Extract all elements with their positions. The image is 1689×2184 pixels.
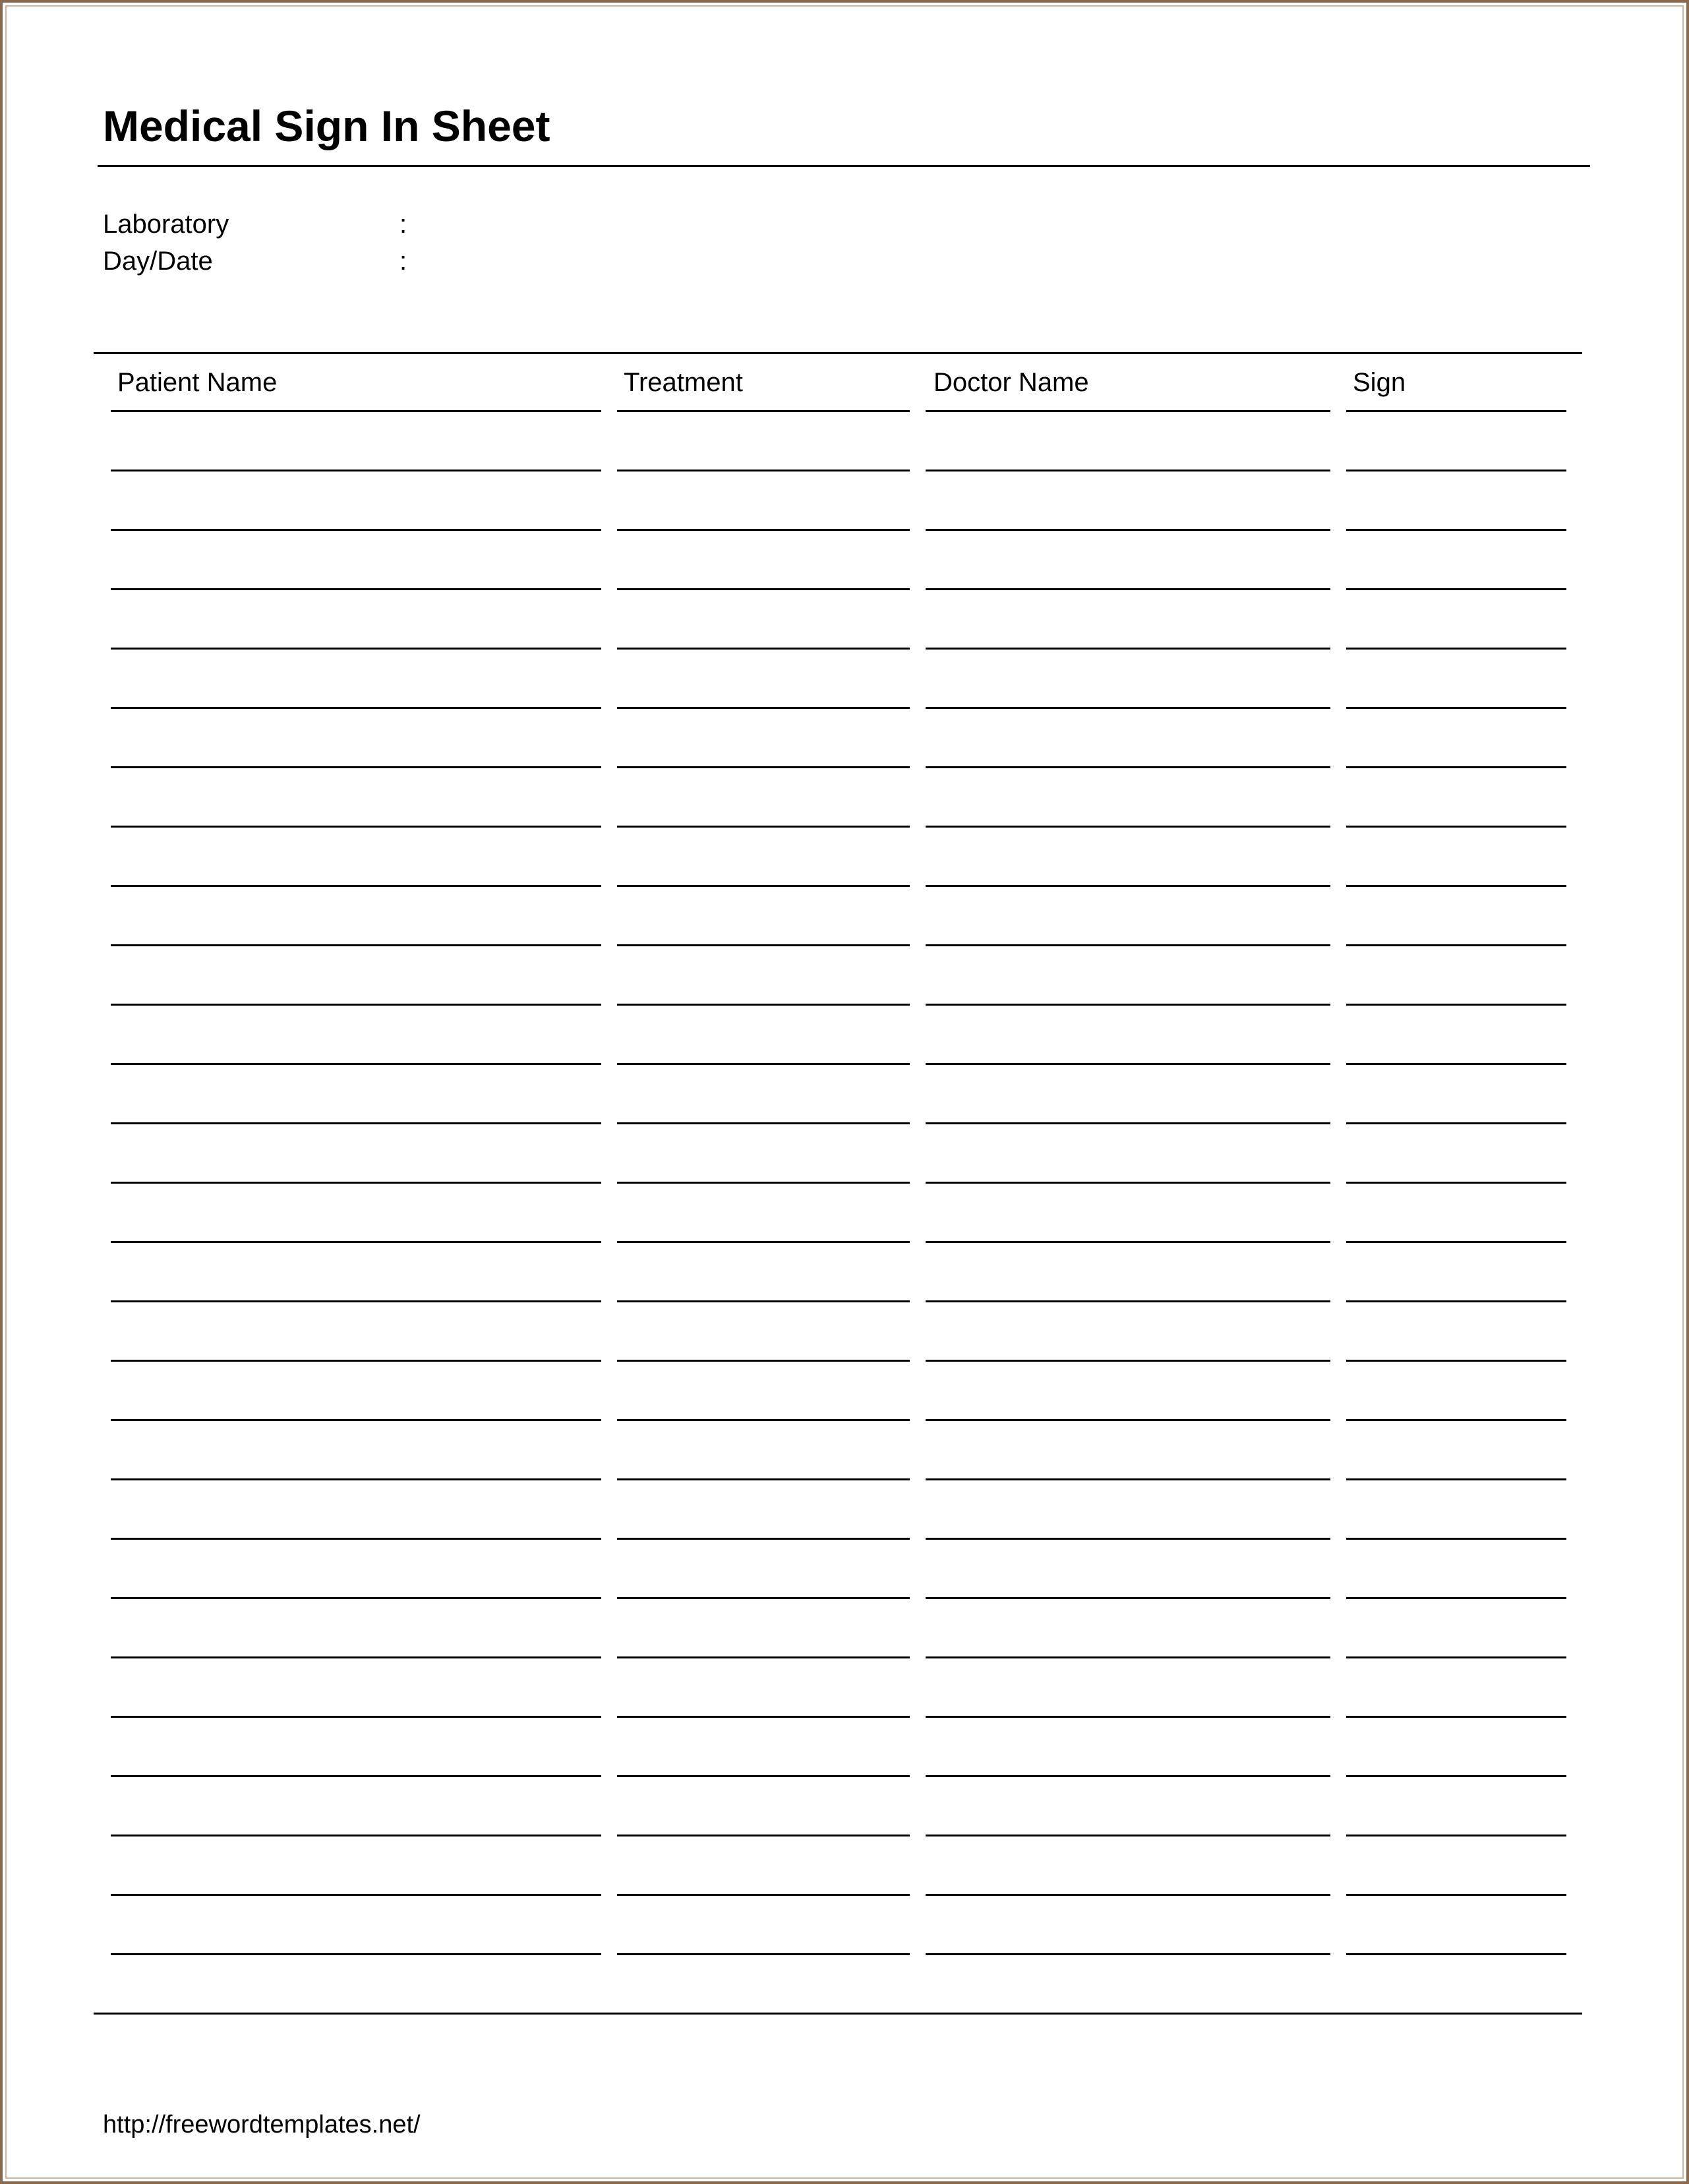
entry-line-treatment[interactable] [617, 470, 910, 471]
entry-line-patient-name[interactable] [111, 1063, 601, 1065]
entry-line-patient-name[interactable] [111, 1182, 601, 1184]
entry-line-doctor-name[interactable] [926, 1597, 1330, 1599]
entry-line-sign[interactable] [1346, 648, 1566, 650]
header-underline-patient-name [111, 410, 601, 412]
entry-line-patient-name[interactable] [111, 1835, 601, 1836]
entry-line-sign[interactable] [1346, 529, 1566, 531]
entry-line-patient-name[interactable] [111, 826, 601, 828]
entry-line-doctor-name[interactable] [926, 1478, 1330, 1480]
header-sign: Sign [1353, 368, 1406, 397]
entry-line-doctor-name[interactable] [926, 826, 1330, 828]
entry-line-treatment[interactable] [617, 1360, 910, 1362]
entry-line-doctor-name[interactable] [926, 707, 1330, 709]
laboratory-label: Laboratory [103, 210, 229, 239]
entry-line-sign[interactable] [1346, 1597, 1566, 1599]
entry-line-patient-name[interactable] [111, 529, 601, 531]
entry-line-doctor-name[interactable] [926, 1894, 1330, 1896]
entry-line-doctor-name[interactable] [926, 1241, 1330, 1243]
day-date-label: Day/Date [103, 247, 213, 276]
entry-line-patient-name[interactable] [111, 885, 601, 887]
entry-line-treatment[interactable] [617, 1182, 910, 1184]
header-underline-treatment [617, 410, 910, 412]
entry-line-doctor-name[interactable] [926, 588, 1330, 590]
entry-line-treatment[interactable] [617, 588, 910, 590]
entry-line-sign[interactable] [1346, 944, 1566, 946]
entry-line-treatment[interactable] [617, 648, 910, 650]
entry-line-sign[interactable] [1346, 1775, 1566, 1777]
entry-line-doctor-name[interactable] [926, 1953, 1330, 1955]
header-patient-name: Patient Name [117, 368, 278, 397]
entry-line-doctor-name[interactable] [926, 944, 1330, 946]
entry-line-patient-name[interactable] [111, 1300, 601, 1302]
header-underline-sign [1346, 410, 1566, 412]
entry-line-sign[interactable] [1346, 707, 1566, 709]
page-frame-inner [5, 5, 1684, 2179]
entry-line-patient-name[interactable] [111, 1122, 601, 1124]
entry-line-patient-name[interactable] [111, 1241, 601, 1243]
header-treatment: Treatment [624, 368, 743, 397]
entry-line-patient-name[interactable] [111, 1656, 601, 1658]
entry-line-sign[interactable] [1346, 470, 1566, 471]
entry-line-doctor-name[interactable] [926, 1419, 1330, 1421]
entry-line-treatment[interactable] [617, 1538, 910, 1540]
entry-line-sign[interactable] [1346, 1419, 1566, 1421]
page-title: Medical Sign In Sheet [103, 102, 550, 150]
entry-line-patient-name[interactable] [111, 588, 601, 590]
entry-line-patient-name[interactable] [111, 766, 601, 768]
entry-line-doctor-name[interactable] [926, 1182, 1330, 1184]
entry-line-doctor-name[interactable] [926, 1538, 1330, 1540]
entry-line-treatment[interactable] [617, 1775, 910, 1777]
entry-line-treatment[interactable] [617, 1063, 910, 1065]
entry-line-treatment[interactable] [617, 885, 910, 887]
entry-line-sign[interactable] [1346, 1953, 1566, 1955]
entry-line-treatment[interactable] [617, 1656, 910, 1658]
entry-line-treatment[interactable] [617, 1004, 910, 1006]
entry-line-sign[interactable] [1346, 588, 1566, 590]
entry-line-treatment[interactable] [617, 1241, 910, 1243]
entry-line-doctor-name[interactable] [926, 470, 1330, 471]
entry-line-sign[interactable] [1346, 1004, 1566, 1006]
entry-line-sign[interactable] [1346, 885, 1566, 887]
entry-line-treatment[interactable] [617, 1894, 910, 1896]
entry-line-patient-name[interactable] [111, 707, 601, 709]
entry-line-doctor-name[interactable] [926, 1004, 1330, 1006]
entry-line-sign[interactable] [1346, 1656, 1566, 1658]
entry-line-sign[interactable] [1346, 1538, 1566, 1540]
entry-line-doctor-name[interactable] [926, 1716, 1330, 1718]
entry-line-treatment[interactable] [617, 1478, 910, 1480]
entry-line-patient-name[interactable] [111, 1716, 601, 1718]
entry-line-doctor-name[interactable] [926, 1300, 1330, 1302]
entry-line-doctor-name[interactable] [926, 1063, 1330, 1065]
entry-line-patient-name[interactable] [111, 1419, 601, 1421]
entry-line-doctor-name[interactable] [926, 1775, 1330, 1777]
entry-line-patient-name[interactable] [111, 1597, 601, 1599]
table-bottom-rule [94, 2013, 1582, 2015]
entry-line-sign[interactable] [1346, 766, 1566, 768]
entry-line-doctor-name[interactable] [926, 766, 1330, 768]
entry-line-patient-name[interactable] [111, 1775, 601, 1777]
entry-line-patient-name[interactable] [111, 648, 601, 650]
entry-line-doctor-name[interactable] [926, 1835, 1330, 1836]
entry-line-sign[interactable] [1346, 1122, 1566, 1124]
entry-line-doctor-name[interactable] [926, 885, 1330, 887]
entry-line-patient-name[interactable] [111, 944, 601, 946]
entry-line-patient-name[interactable] [111, 1478, 601, 1480]
entry-line-sign[interactable] [1346, 1300, 1566, 1302]
entry-line-doctor-name[interactable] [926, 1122, 1330, 1124]
day-date-separator: : [400, 247, 407, 276]
entry-line-treatment[interactable] [617, 826, 910, 828]
footer-url[interactable]: http://freewordtemplates.net/ [103, 2111, 421, 2138]
entry-line-patient-name[interactable] [111, 1953, 601, 1955]
entry-line-doctor-name[interactable] [926, 1656, 1330, 1658]
title-divider [98, 165, 1590, 167]
entry-line-treatment[interactable] [617, 1716, 910, 1718]
entry-line-treatment[interactable] [617, 1953, 910, 1955]
header-underline-doctor-name [926, 410, 1330, 412]
entry-line-sign[interactable] [1346, 1478, 1566, 1480]
entry-line-sign[interactable] [1346, 826, 1566, 828]
entry-line-sign[interactable] [1346, 1894, 1566, 1896]
laboratory-separator: : [400, 210, 407, 239]
entry-line-sign[interactable] [1346, 1182, 1566, 1184]
entry-line-sign[interactable] [1346, 1241, 1566, 1243]
entry-line-patient-name[interactable] [111, 1894, 601, 1896]
entry-line-patient-name[interactable] [111, 1004, 601, 1006]
entry-line-treatment[interactable] [617, 1597, 910, 1599]
entry-line-sign[interactable] [1346, 1063, 1566, 1065]
entry-line-sign[interactable] [1346, 1716, 1566, 1718]
entry-line-treatment[interactable] [617, 1300, 910, 1302]
entry-line-treatment[interactable] [617, 707, 910, 709]
entry-line-doctor-name[interactable] [926, 648, 1330, 650]
entry-line-patient-name[interactable] [111, 470, 601, 471]
entry-line-treatment[interactable] [617, 1122, 910, 1124]
entry-line-sign[interactable] [1346, 1360, 1566, 1362]
entry-line-treatment[interactable] [617, 766, 910, 768]
entry-line-treatment[interactable] [617, 1835, 910, 1836]
entry-line-treatment[interactable] [617, 944, 910, 946]
entry-line-patient-name[interactable] [111, 1538, 601, 1540]
table-top-rule [94, 352, 1582, 354]
entry-line-treatment[interactable] [617, 529, 910, 531]
entry-line-doctor-name[interactable] [926, 1360, 1330, 1362]
entry-line-treatment[interactable] [617, 1419, 910, 1421]
entry-line-patient-name[interactable] [111, 1360, 601, 1362]
entry-line-sign[interactable] [1346, 1835, 1566, 1836]
header-doctor-name: Doctor Name [933, 368, 1089, 397]
entry-line-doctor-name[interactable] [926, 529, 1330, 531]
